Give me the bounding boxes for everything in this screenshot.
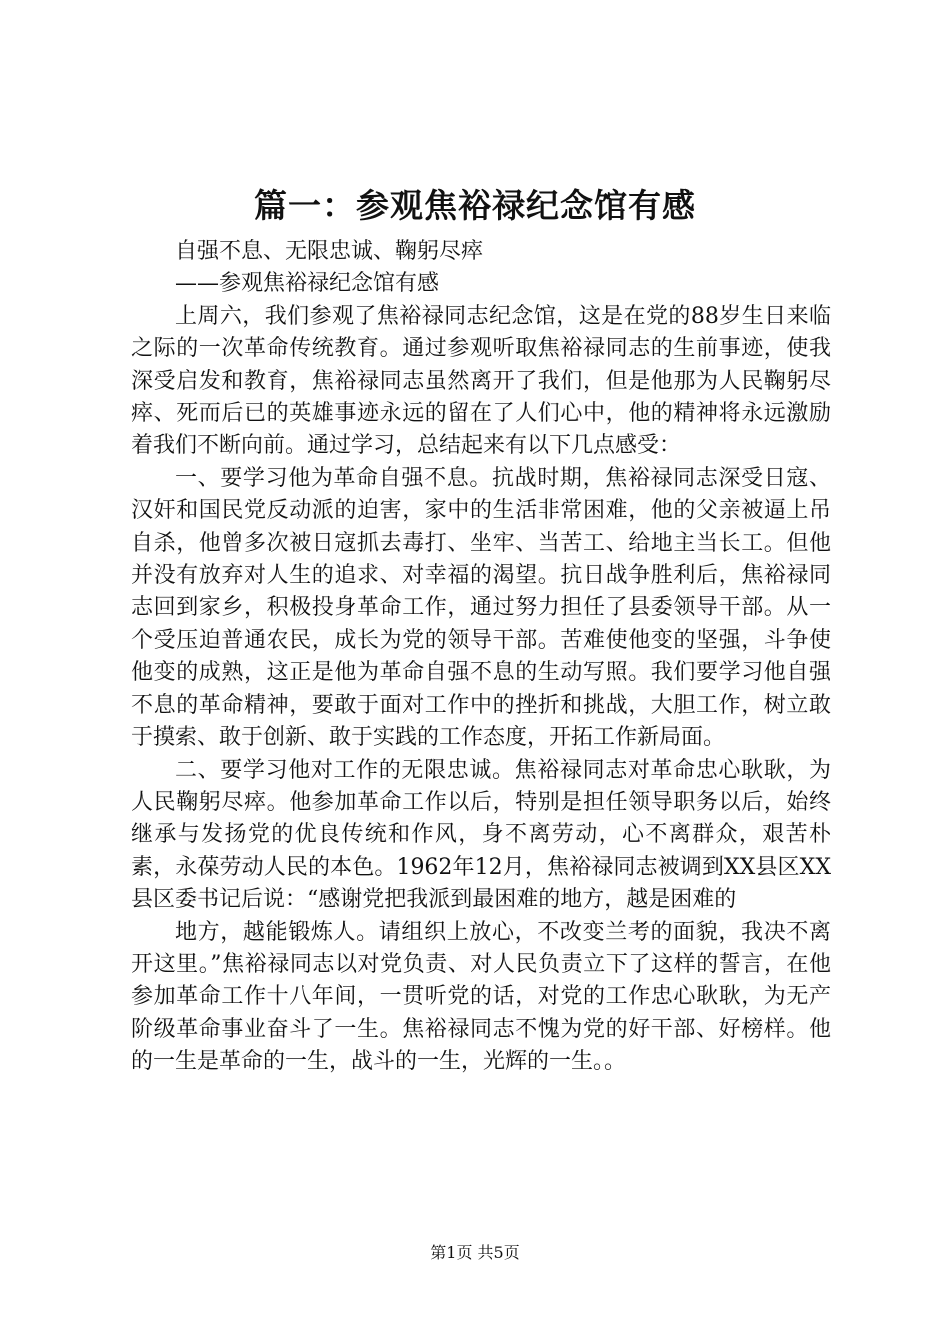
page-number: 第1页 共5页 [430, 1243, 520, 1262]
paragraph-point-two: 二、要学习他对工作的无限忠诚。焦裕禄同志对革命忠心耿耿，为人民鞠躬尽瘁。他参加革命工作以后，特别是担任领导职务以后，始终继承与发扬党的优良传统和作风，身不离劳动，心不离群众，艰苦朴素，永葆劳动人民的本色。1962年12月，焦裕禄同志被调到XX县区XX县区委书记后说：“感谢党把我派到最困难的地方，越是困难的 [131, 757, 831, 913]
subtitle: 自强不息、无限忠诚、鞠躬尽瘁 [175, 239, 484, 264]
byline: ——参观焦裕禄纪念馆有感 [175, 271, 440, 297]
document-title: 篇一：参观焦裕禄纪念馆有感 [254, 186, 696, 225]
paragraph-continuation: 地方，越能锻炼人。请组织上放心，不改变兰考的面貌，我决不离开这里。”焦裕禄同志以对党负责、对人民负责立下了这样的誓言，在他参加革命工作十八年间，一贯听党的话，对党的工作忠心耿耿，为无产阶级革命事业奋斗了一生。焦裕禄同志不愧为党的好干部、好榜样。他的一生是革命的一生，战斗的一生，光辉的一生。。 [131, 919, 831, 1075]
paragraph-intro: 上周六，我们参观了焦裕禄同志纪念馆，这是在党的88岁生日来临之际的一次革命传统教育。通过参观听取焦裕禄同志的生前事迹，使我深受启发和教育，焦裕禄同志虽然离开了我们，但是他那为人民鞠躬尽瘁、死而后已的英雄事迹永远的留在了人们心中，他的精神将永远激励着我们不断向前。通过学习，总结起来有以下几点感受： [131, 303, 831, 459]
document-body [131, 236, 831, 1079]
paragraph-point-one: 一、要学习他为革命自强不息。抗战时期，焦裕禄同志深受日寇、汉奸和国民党反动派的迫害，家中的生活非常困难，他的父亲被逼上吊自杀，他曾多次被日寇抓去毒打、坐牢、当苦工、给地主当长工。但他并没有放弃对人生的追求、对幸福的渴望。抗日战争胜利后，焦裕禄同志回到家乡，积极投身革命工作，通过努力担任了县委领导干部。从一个受压迫普通农民，成长为党的领导干部。苦难使他变的坚强，斗争使他变的成熟，这正是他为革命自强不息的生动写照。我们要学习他自强不息的革命精神，要敢于面对工作中的挫折和挑战，大胆工作，树立敢于摸索、敢于创新、敢于实践的工作态度，开拓工作新局面。 [131, 465, 831, 751]
